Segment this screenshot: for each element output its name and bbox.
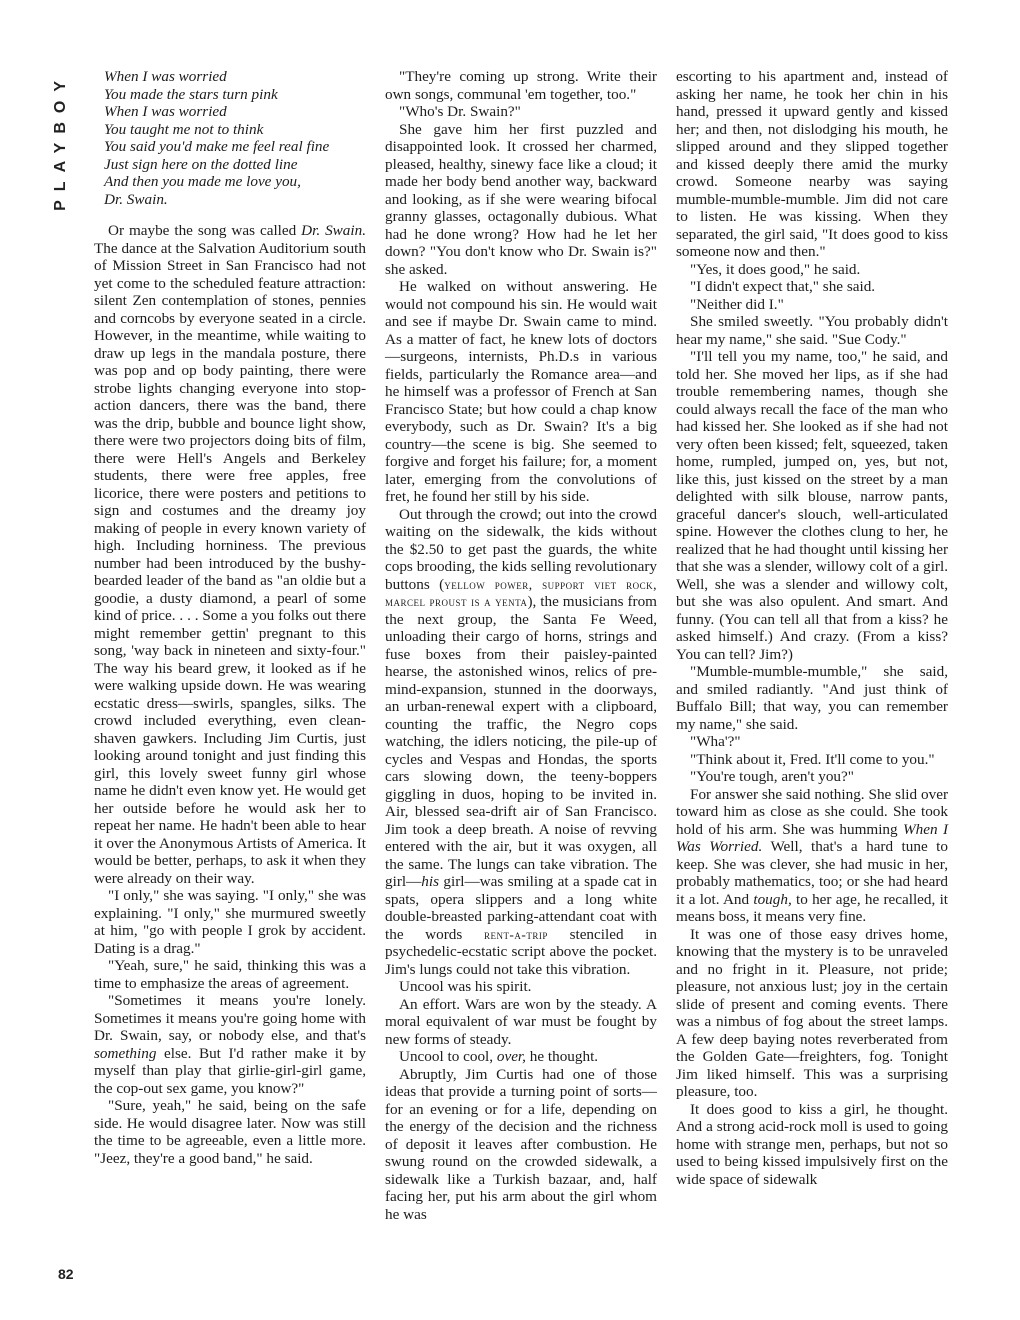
lyric-line: And then you made me love you,	[104, 173, 301, 190]
coat-words: rent-a-trip	[483, 926, 548, 942]
magazine-spine-title: PLAYBOY	[52, 72, 69, 211]
paragraph: He walked on without answering. He would not compound his sin. He would wait and see if maybe Dr. Swain came to mind. As a matter of fact, he knew lots of doctors—surgeons, internists, Ph.D.s in various fields, particularly the Romance area—and he himself was a professor of French at San Francisco State; but how could a chap know everybody, such as Dr. Swain? It's a big country—the scene is big. She seemed to forgive and forget his failure; for, a moment later, emerging from the convolutions of fret, he found her still by his side.	[385, 278, 657, 505]
lyric-line: You taught me not to think	[104, 120, 264, 138]
paragraph: "I didn't expect that," she said.	[690, 278, 876, 295]
column-1	[94, 68, 366, 1167]
paragraph: "You're tough, aren't you?"	[690, 768, 854, 785]
lyric-line: When I was worried	[104, 103, 227, 120]
paragraph: "Mumble-mumble-mumble," she said, and smiled radiantly. "And just think of Buffalo Bill; that way, you can remember my name," she said.	[676, 663, 948, 733]
paragraph: "Yeah, sure," he said, thinking this was a time to emphasize the areas of agreement.	[94, 957, 366, 992]
paragraph: "Sure, yeah," he said, being on the safe side. He would disagree later. Now was still the time to be agreeable, even a little more. "Jeez, they're a good band," he said.	[94, 1097, 366, 1167]
lyric-line: Dr. Swain.	[104, 190, 168, 208]
lyric-line: Just sign here on the dotted line	[104, 155, 298, 173]
paragraph: Uncool was his spirit.	[399, 978, 532, 995]
paragraph: Abruptly, Jim Curtis had one of those ideas that provide a turning point of sorts—for an evening or for a life, depending on the energy of the decision and the richness of deposit it leaves after combustion. He swung round on the crowded sidewalk, a sidewalk like a Turkish bazaar, and, half facing her, put his arm about the girl whom he was	[385, 1065, 657, 1223]
paragraph: escorting to his apartment and, instead of asking her name, he took her chin in his hand, pressed it upward gently and kissed her; and then, not dislodging his mouth, he slipped around and they slipped together and kissed deeply there amid the murky crowd. Someone nearby was saying mumble-mumble-mumble. Jim did not care to listen. He was kissing. When they separated, the girl said, "It does good to kiss someone now and then."	[676, 68, 948, 260]
paragraph: "I'll tell you my name, too," he said, and told her. She moved her lips, as if she had trouble remembering names, though she could always recall the face of the man who had kissed her. She looked as if she had not very often been kissed; felt, squeezed, taken home, rumpled, jumped on, yes, but not, like this, just kissed on the street by a man delighted with silk blouse, narrow pants, graceful dancer's slouch, well-articulated spine. However the clothes clung to her, he realized that he had thought until kissing her that she was a slender, willowy colt of a girl. Well, she was a slender and willowy colt, but she was also opulent. And smart. And funny. (You can tell all that from a kiss? he asked himself.) And crazy. (From a kiss? You can tell? Jim?)	[676, 348, 948, 663]
paragraph: "I only," she was saying. "I only," she was explaining. "I only," she murmured sweetly at him, "go with people I grok by accident. Dating is a drag."	[94, 887, 366, 957]
song-lyrics	[104, 68, 366, 208]
column-2	[385, 68, 657, 1223]
lyric-line: When I was worried	[104, 68, 227, 85]
paragraph: It does good to kiss a girl, he thought. And a strong acid-rock moll is used to going home with strange men, perhaps, but not so used to being kissed impulsively first on the wide space of sidewalk	[676, 1100, 948, 1188]
button-slogans: yellow power, support viet rock, marcel proust is a yenta	[385, 576, 657, 609]
paragraph: She gave him her first puzzled and disappointed look. It crossed her charmed, pleased, healthy, sinewy face like a cloud; it made her body bend another way, backward and looking, as if she were wearing bifocal granny glasses, octagonally dubious. What had he done wrong? How had he let her down? "You don't know who Dr. Swain is?" she asked.	[385, 120, 657, 278]
paragraph: "Neither did I."	[690, 295, 784, 313]
paragraph: "Think about it, Fred. It'll come to you."	[690, 750, 935, 768]
paragraph: "Sometimes it means you're lonely. Sometimes it means you're going home with Dr. Swain, say, or nobody else, and that's something else. But I'd rather make it by myself than play that girlie-girl-girl game, the cop-out sex game, you know?"	[94, 992, 366, 1097]
paragraph: Uncool to cool, over, he thought.	[399, 1048, 599, 1065]
paragraph: "They're coming up strong. Write their own songs, communal 'em together, too."	[385, 68, 657, 103]
paragraph: For answer she said nothing. She slid over toward him as close as she could. She took hold of his arm. She was humming When I Was Worried. Well, that's a hard tune to keep. She was clever, she had music in her, probably mathematics, too; or she had heard it a lot. And tough, to her age, he recalled, it means boss, it means very fine.	[676, 785, 949, 925]
lyric-line: You made the stars turn pink	[104, 85, 278, 103]
paragraph: Out through the crowd; out into the crowd waiting on the sidewalk, the kids without the $2.50 to get past the guards, the white cops brooding, the kids selling revolutionary buttons (yellow power, support viet rock, marcel proust is a yenta), the musicians from the next group, the Santa Fe Weed, unloading their cargo of horns, strings and fuse boxes from their paisley-painted hearse, the astonished winos, relics of pre-mind-expansion, stunned in the doorways, an urban-renewal expert with a clipboard, counting the traffic, the Negro cops watching, the idlers noticing, the pile-up of cycles and Vespas and Hondas, the sports cars slowing down, the teeny-boppers giggling in duos, hoping to be invited in. Air, blessed sea-drift air of San Francisco. Jim took a deep breath. A noise of revving entered with the air, but it was oxygen, all the same. The lungs can take vibration. The girl—his girl—was smiling at a spade cat in spats, opera slippers and a long white double-breasted parking-attendant coat with the words rent-a-trip stenciled in psychedelic-ecstatic script above the pocket. Jim's lungs could not take this vibration.	[385, 505, 657, 978]
paragraph: An effort. Wars are won by the steady. A moral equivalent of war must be fought by new forms of steady.	[385, 995, 657, 1048]
paragraph: She smiled sweetly. "You probably didn't hear my name," she said. "Sue Cody."	[676, 313, 948, 348]
paragraph: It was one of those easy drives home, knowing that the mystery is to be unraveled and no fright in it. Pleasure, not pride; pleasure, not anxious lust; joy in the certain slide of present and coming events. There was a nimbus of fog about the street lamps. A few deep baying notes reverberated from the Golden Gate—freighters, fog. Tonight Jim liked himself. This was a surprising pleasure, too.	[676, 925, 948, 1100]
column-3	[676, 68, 948, 1188]
paragraph: "Wha'?"	[690, 733, 741, 750]
lyric-line: You said you'd make me feel real fine	[104, 138, 330, 155]
paragraph: Or maybe the song was called Dr. Swain. The dance at the Salvation Auditorium south of Mission Street in San Francisco had not yet come to the scheduled feature attraction: silent Zen contemplation of stones, pennies and corncobs by everyone seated in a circle. However, in the meantime, while waiting to draw up legs in the mandala posture, there was pop and op body painting, there were strobe lights changing everyone into stop-action dancers, there was the band, there was the drip, bubble and bounce light show, there were two projectors doing bits of film, there were Hell's Angels and Berkeley students, there were free apples, free licorice, there were posters and petitions to sign and costumes and the dreamy joy making of people in every known variety of high. Including horniness. The previous number had been introduced by the bushy-bearded leader of the band as "an oldie but a goodie, a dusty diamond, a pearl of some kind of price. . . . Some a you folks out there might remember gettin' pregnant to this song, 'way back in nineteen and sixty-four." The way his beard grew, it looked as if he were walking upside down. He was wearing ecstatic dress—swirls, spangles, silks. The crowd included everything, even clean-shaven gawkers. Including Jim Curtis, just looking around tonight and just finding this girl, this lovely sweet funny girl whose name he didn't even know yet. He would get her outside before he would ask her to repeat her name. He hadn't been able to hear it over the Anonymous Artists of America. It would be better, perhaps, to ask it when they were already on their way.	[94, 222, 366, 887]
paragraph: "Yes, it does good," he said.	[690, 260, 861, 278]
paragraph: "Who's Dr. Swain?"	[399, 103, 521, 120]
page-number: 82	[58, 1266, 74, 1282]
